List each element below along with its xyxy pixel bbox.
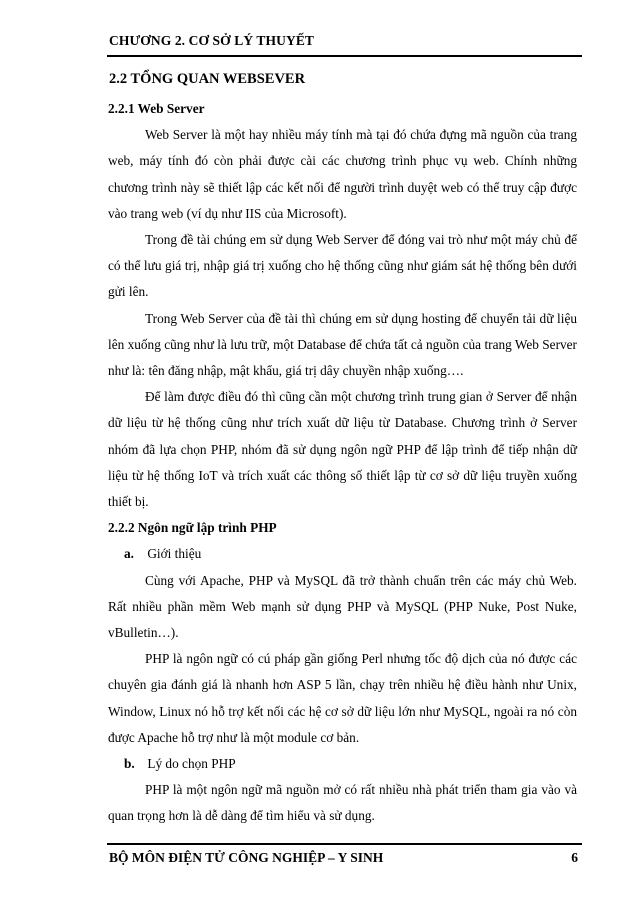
- footer-department: BỘ MÔN ĐIỆN TỬ CÔNG NGHIỆP – Y SINH: [109, 850, 384, 865]
- paragraph: Web Server là một hay nhiều máy tính mà tại đó chứa đựng mã nguồn của trang web, máy tính đó còn phải được cài các chương trình phục vụ web. Chính những chương trình này sẽ thiết lập các kết nối để người trình duyệt web có thể truy cập được vào trang web (ví dụ như IIS của Microsoft).: [108, 127, 577, 221]
- item-label: b.: [124, 756, 135, 772]
- paragraph: Trong đề tài chúng em sử dụng Web Server để đóng vai trò như một máy chủ để có thể lưu giá trị, nhập giá trị xuống cho hệ thống cũng như giám sát hệ thống bên dưới gửi lên.: [108, 232, 577, 300]
- item-heading-intro: [108, 541, 577, 567]
- paragraph: Cùng với Apache, PHP và MySQL đã trở thành chuẩn trên các máy chủ Web. Rất nhiều phần mềm Web mạnh sử dụng PHP và MySQL (PHP Nuke, Post Nuke, vBulletin…).: [108, 572, 577, 641]
- paragraph: PHP là ngôn ngữ có cú pháp gần giống Perl nhưng tốc độ dịch của nó được các chuyên gia đánh giá là nhanh hơn ASP 5 lần, chạy trên nhiều hệ điều hành như Unix, Window, Linux nó hỗ trợ kết nối các hệ cơ sở dữ liệu lớn như MySQL, ngoài ra nó còn được Apache hỗ trợ như là một module cơ bản.: [108, 651, 577, 745]
- paragraph: Để làm được điều đó thì cũng cần một chương trình trung gian ở Server để nhận dữ liệu từ hệ thống cũng như trích xuất dữ liệu từ Database. Chương trình ở Server nhóm đã lựa chọn PHP, nhóm đã sử dụng ngôn ngữ PHP để lập trình để tiếp nhận dữ liệu từ hệ thống IoT và trích xuất các thông số thiết lập từ cơ sở dữ liệu truyền xuống thiết bị.: [108, 389, 577, 510]
- paragraph: Trong Web Server của đề tài thì chúng em sử dụng hosting để chuyển tải dữ liệu lên xuống cũng như là lưu trữ, một Database để chứa tất cả nguồn của trang Web Server như là: tên đăng nhập, mật khẩu, giá trị dây chuyền nhập xuống….: [108, 310, 577, 379]
- section-title: 2.2 TỔNG QUAN WEBSEVER: [109, 71, 306, 87]
- chapter-header: CHƯƠNG 2. CƠ SỞ LÝ THUYẾT: [109, 33, 315, 48]
- item-title: Lý do chọn PHP: [147, 756, 236, 772]
- item-title: Giới thiệu: [147, 546, 202, 562]
- header-divider: [107, 55, 582, 57]
- item-heading-reason: [108, 751, 577, 777]
- footer-divider: [107, 843, 582, 845]
- subsection-title-php: 2.2.2 Ngôn ngữ lập trình PHP: [108, 520, 277, 536]
- document-body: [108, 96, 577, 830]
- item-label: a.: [124, 546, 134, 562]
- paragraph: PHP là một ngôn ngữ mã nguồn mở có rất nhiều nhà phát triển tham gia vào và quan trọng hơn là dễ dàng để tìm hiểu và sử dụng.: [108, 782, 577, 824]
- subsection-title-web-server: 2.2.1 Web Server: [108, 101, 205, 116]
- page-number: 6: [571, 850, 578, 865]
